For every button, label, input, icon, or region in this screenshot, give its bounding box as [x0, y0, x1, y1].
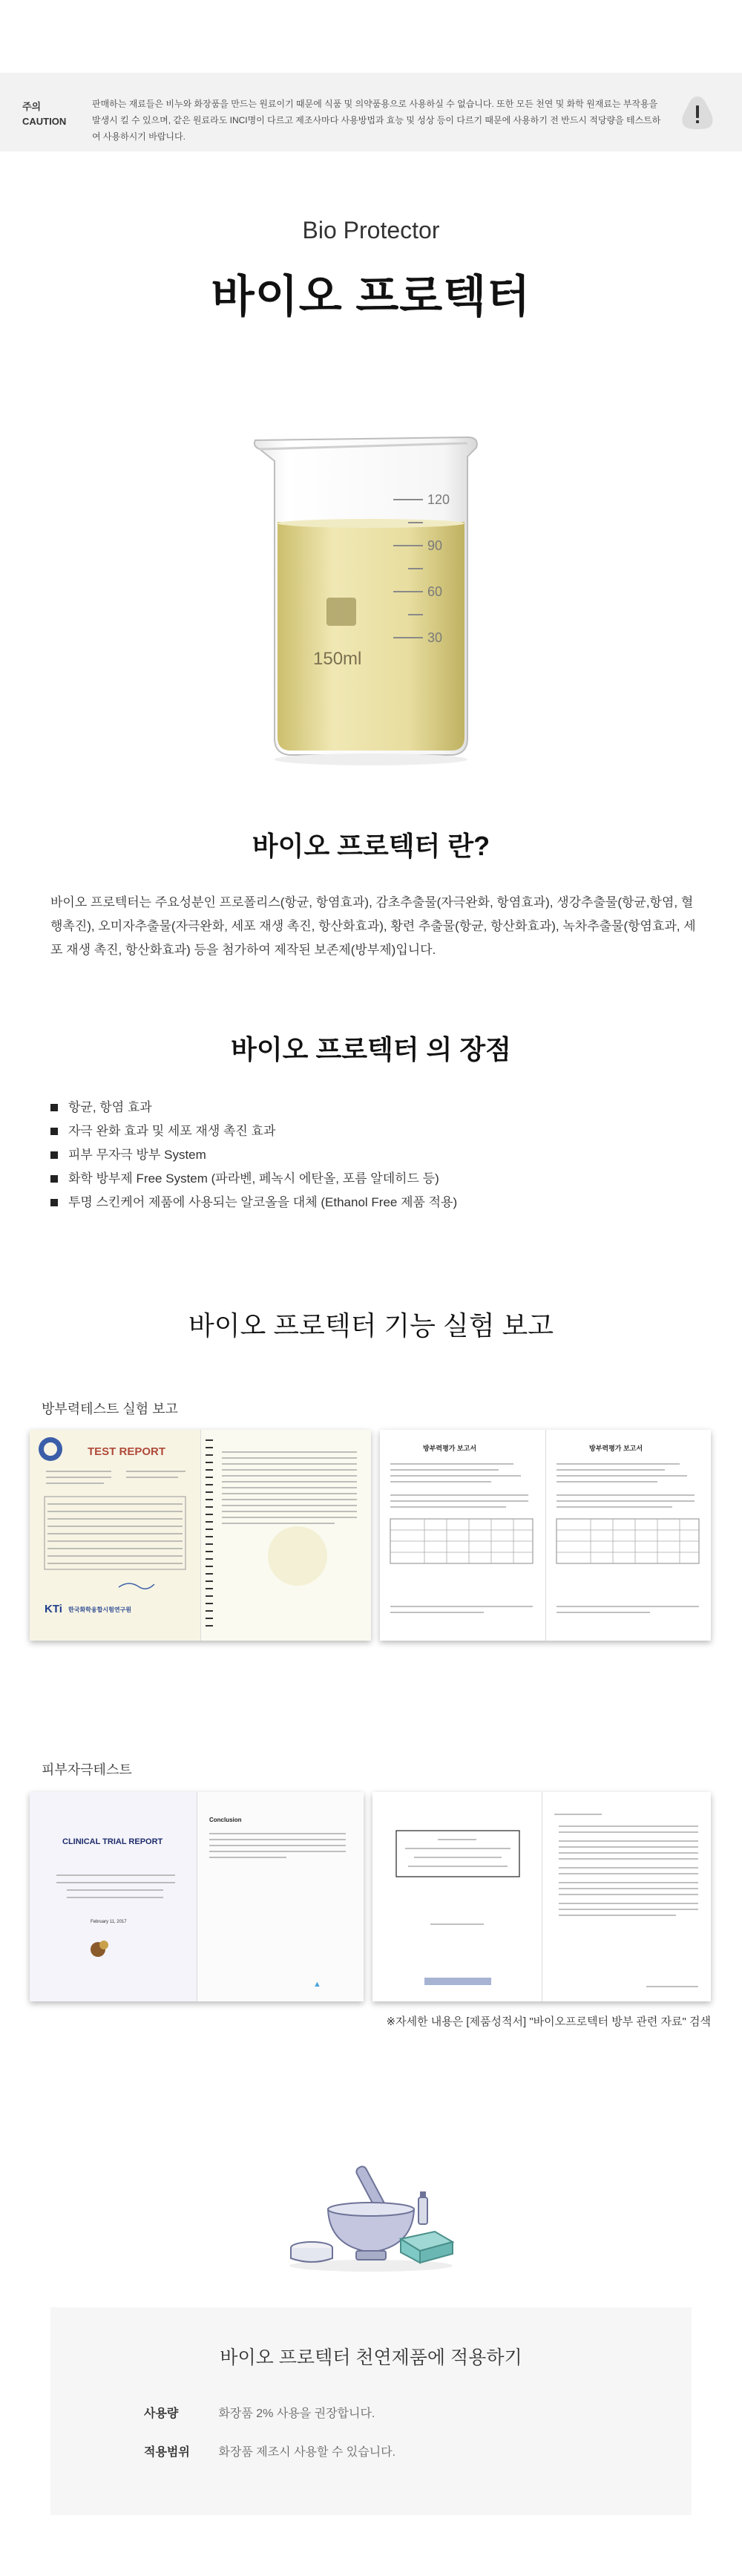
preservative-doc-title-a: 방부력평가 보고서	[423, 1445, 477, 1452]
bullet-icon	[50, 1151, 58, 1159]
clinical-title: CLINICAL TRIAL REPORT	[62, 1837, 163, 1846]
preservative-doc-title-b: 방부력평가 보고서	[588, 1445, 643, 1452]
test-report-page-2	[201, 1430, 372, 1641]
patch-test-document[interactable]	[372, 1792, 711, 2001]
product-english-title: Bio Protector	[302, 217, 440, 243]
preservative-page-2-body	[546, 1430, 712, 1641]
advantages-heading: 바이오 프로텍터 의 장점	[231, 1034, 511, 1065]
list-item	[50, 1119, 457, 1143]
test-report-document[interactable]	[30, 1430, 371, 1641]
clinical-cover	[30, 1792, 197, 2001]
scope-key: 적용범위	[144, 2446, 190, 2459]
scope-value: 화장품 제조시 사용할 수 있습니다.	[218, 2446, 396, 2459]
mortar-pestle-illustration	[282, 2157, 460, 2276]
preservative-page-2	[546, 1430, 712, 1641]
caution-banner	[0, 73, 742, 151]
usage-value: 화장품 2% 사용을 권장합니다.	[218, 2407, 375, 2420]
bullet-icon	[50, 1175, 58, 1183]
preservative-page-1	[380, 1430, 546, 1641]
product-korean-title: 바이오 프로텍터	[211, 272, 531, 321]
bullet-icon	[50, 1199, 58, 1206]
about-description: 바이오 프로텍터는 주요성분인 프로폴리스(항균, 항염효과), 감초추출물(자극완화, 항염효과), 생강추출물(항균,항염, 혈행촉진), 오미자추출물(자극완화, 세포 재생 촉진, 항산화효과), 황련 추출물(항균, 항산화효과), 녹차추출물(항염효과, 세포 재생 촉진, 항산화효과) 등을 첨가하여 제작된 보존제(방부제)입니다.	[50, 895, 696, 957]
beaker-mark-60: 60	[427, 584, 443, 599]
usage-row	[144, 2404, 375, 2421]
about-heading: 바이오 프로텍터 란?	[252, 831, 490, 861]
test-report-body	[201, 1430, 372, 1641]
report-heading: 바이오 프로텍터 기능 실험 보고	[188, 1310, 554, 1341]
caution-label-ko: 주의	[22, 101, 42, 112]
preservative-test-title: 방부력테스트 실험 보고	[42, 1402, 178, 1416]
apply-title: 바이오 프로텍터 천연제품에 적용하기	[220, 2347, 522, 2368]
caution-text: 판매하는 재료들은 비누와 화장품을 만드는 원료이기 때문에 식품 및 의약품용으로 사용하실 수 없습니다. 또한 모든 천연 및 화학 원재료는 부작용을 발생시 킬 수 있으며, 같은 원료라도 INCI명이 다르고 제조사마다 사용방법과 효능 및 성상 등이 다르기 때문에 사용하기 전 반드시 적당량을 테스트하여 사용하시기 바랍니다.	[92, 99, 661, 142]
advantage-text: 화학 방부제 Free System (파라벤, 페녹시 에탄올, 포름 알데히드 등)	[68, 1171, 439, 1186]
svg-text:▲: ▲	[312, 1980, 321, 1989]
patch-cover	[372, 1792, 542, 2001]
usage-key: 사용량	[144, 2407, 179, 2420]
beaker-mark-30: 30	[427, 630, 443, 645]
clinical-body	[197, 1792, 364, 2001]
skin-test-title: 피부자극테스트	[42, 1762, 132, 1777]
bullet-icon	[50, 1104, 58, 1111]
test-report-label: TEST REPORT	[88, 1445, 166, 1458]
caution-label-en: CAUTION	[22, 116, 67, 127]
patch-page-2	[542, 1792, 712, 2001]
advantage-text: 피부 무자극 방부 System	[68, 1148, 206, 1162]
clinical-conclusion: Conclusion	[209, 1817, 242, 1823]
patch-page-1	[372, 1792, 542, 2001]
list-item	[50, 1096, 457, 1119]
kti-logo: KTi	[45, 1603, 62, 1615]
advantage-text: 항균, 항염 효과	[68, 1100, 152, 1114]
list-item	[50, 1143, 457, 1167]
advantages-list	[50, 1096, 457, 1215]
list-item	[50, 1191, 457, 1215]
advantage-text: 자극 완화 효과 및 세포 재생 촉진 효과	[68, 1124, 276, 1138]
clinical-trial-document[interactable]	[30, 1792, 364, 2001]
scope-row	[144, 2442, 395, 2459]
beaker-image	[245, 427, 497, 768]
clinical-date: February 11, 2017	[91, 1920, 127, 1924]
beaker-volume-label: 150ml	[313, 649, 362, 669]
clinical-page-2	[197, 1792, 364, 2001]
beaker-mark-120: 120	[427, 492, 450, 507]
exclamation-icon	[678, 94, 717, 132]
preservative-evaluation-document[interactable]	[380, 1430, 711, 1641]
details-note: ※자세한 내용은 [제품성적서] "바이오프로텍터 방부 관련 자료" 검색	[386, 2016, 711, 2028]
kti-org: 한국화학융합시험연구원	[68, 1606, 132, 1613]
patch-body	[542, 1792, 712, 2001]
caution-label	[22, 99, 66, 129]
beaker-mark-90: 90	[427, 538, 443, 553]
test-report-cover	[30, 1430, 200, 1641]
preservative-page-1-body	[380, 1430, 545, 1641]
list-item	[50, 1167, 457, 1191]
advantage-text: 투명 스킨케어 제품에 사용되는 알코올을 대체 (Ethanol Free 제품 적용)	[68, 1195, 458, 1209]
clinical-page-1	[30, 1792, 197, 2001]
bullet-icon	[50, 1128, 58, 1135]
apply-section	[50, 2307, 692, 2515]
test-report-page-1	[30, 1430, 201, 1641]
